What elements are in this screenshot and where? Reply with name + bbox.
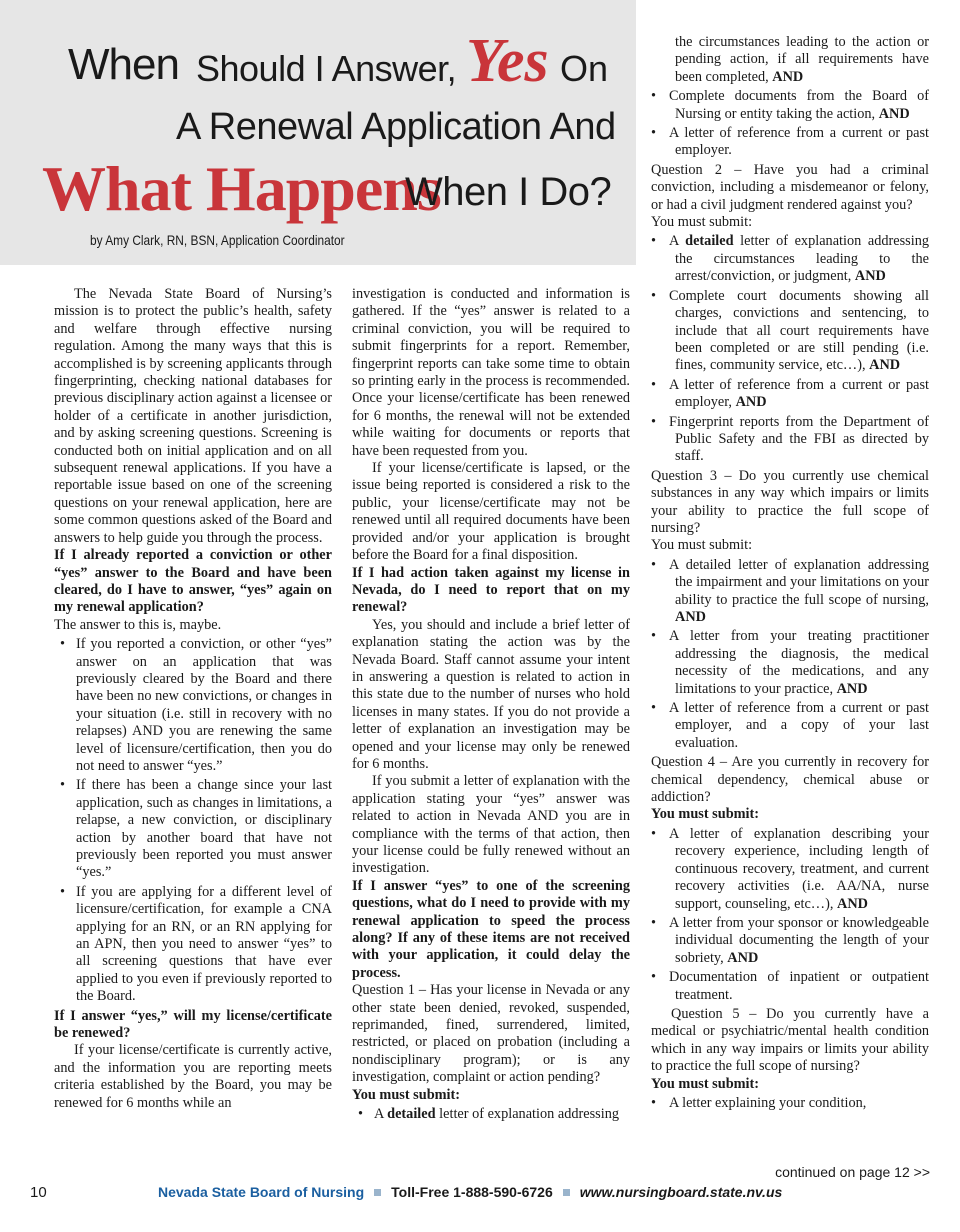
separator-square-icon: [563, 1189, 570, 1196]
list-item: • A letter explaining your condition,: [651, 1095, 929, 1112]
screening-question-3: Question 3 – Do you currently use chemical substances in any way which impairs or limits your ability to practice the full scope of nursing?: [651, 467, 929, 536]
page-number: 10: [30, 1184, 47, 1201]
bullet-list: [651, 1095, 929, 1112]
bullet-list: [651, 826, 929, 1004]
list-item: • Complete court documents showing all charges, convictions and sentencing, to include that all court requirements have been completed or are still pending (i.e. fines, community service, etc…), AND: [651, 288, 929, 375]
faq-question: If I already reported a conviction or other “yes” answer to the Board and have been cleared, do I have to answer, “yes” again on my renewal application?: [54, 547, 332, 616]
must-submit-heading: You must submit:: [352, 1086, 461, 1103]
screening-question-4: Question 4 – Are you currently in recovery for chemical dependency, chemical abuse or addiction?: [651, 754, 929, 806]
must-submit-heading: You must submit:: [651, 537, 753, 554]
byline: by Amy Clark, RN, BSN, Application Coordinator: [90, 232, 345, 248]
title-when: When: [68, 40, 179, 89]
list-item: • A letter of reference from a current or past employer.: [651, 125, 929, 160]
bullet-list: [651, 557, 929, 752]
question-text: Has your license in Nevada or any other state been denied, revoked, suspended, reprimanded, fined, surrendered, limited, restricted, or placed on probation (including a nondisciplinary program); or is any investigation, complaint or action pending?: [352, 982, 630, 1086]
screening-question-1: Question 1 – Has your license in Nevada or any other state been denied, revoked, suspended, reprimanded, fined, surrendered, limited, restricted, or placed on probation (including a nondisciplinary program); or is any investigation, complaint or action pending?: [352, 982, 630, 1086]
title-should-i-answer: Should I Answer,: [196, 48, 457, 89]
faq-answer: If your license/certificate is currently active, and the information you are reporting meets criteria established by the Board, you may be renewed for 6 months while an: [54, 1042, 332, 1111]
faq-question: If I answer “yes,” will my license/certificate be renewed?: [54, 1007, 332, 1042]
paragraph: If you submit a letter of explanation with the application stating your “yes” answer was related to action in Nevada AND you are in compliance with the terms of that action, then your license could be fully renewed without an investigation.: [352, 773, 630, 877]
footer-phone: Toll-Free 1-888-590-6726: [391, 1184, 553, 1200]
list-item: • Complete documents from the Board of Nursing or entity taking the action, AND: [651, 88, 929, 123]
question-label: Question 1: [352, 982, 415, 999]
screening-question-2: Question 2 – Have you had a criminal conviction, including a misdemeanor or felony, or had a civil judgment rendered against you?: [651, 161, 929, 213]
list-item: • If there has been a change since your last application, such as changes in limitations, a relapse, a new conviction, or disciplinary action by another board that have not previously been reported you must answer “yes.”: [54, 777, 332, 881]
title-on: On: [560, 48, 609, 89]
intro-paragraph: The Nevada State Board of Nursing’s mission is to protect the public’s health, safety and welfare through effective nursing regulation. Among the many ways that this is accomplished is by screening applicants through fingerprinting, checking national databases for previous disciplinary action against a licensee or holder of a certificate in another jurisdiction, and by asking screening questions. Screening is conducted both on initial application and on all subsequent renewal applications. If you have a reportable issue based on one of the screening questions on your renewal application, here are some common questions asked of the Board and answers to help guide you through the process.: [54, 286, 332, 546]
faq-answer: The answer to this is, maybe.: [54, 616, 222, 633]
article-column-1: [54, 286, 332, 1112]
paragraph: If your license/certificate is lapsed, or the issue being reported is considered a risk to the public, your license/certificate may not be renewed until all required documents have been provided and/or your application is brought before the Board for a final disposition.: [352, 460, 630, 564]
list-item: • A letter from your sponsor or knowledgeable individual documenting the length of your sobriety, AND: [651, 915, 929, 967]
title-what-happens: What Happens: [42, 153, 441, 224]
article-column-3: [651, 34, 929, 1114]
list-item: • If you reported a conviction, or other “yes” answer on an application that was previously cleared by the Board and there have been no new convictions, or changes in your situation (i.e. still in recovery with no relapses) AND you are renewing the same level of licensure/certification, then you do not need to answer “yes.”: [54, 636, 332, 775]
must-submit-heading: You must submit:: [651, 1075, 760, 1092]
list-item: • Documentation of inpatient or outpatient treatment.: [651, 969, 929, 1004]
bullet-list: [651, 88, 929, 160]
footer-website-link[interactable]: www.nursingboard.state.nv.us: [579, 1184, 783, 1200]
continued-link[interactable]: continued on page 12 >>: [775, 1164, 930, 1180]
separator-square-icon: [374, 1189, 381, 1196]
list-item: • A detailed letter of explanation addressing the impairment and your limitations on your ability to practice the full scope of nursing, AND: [651, 557, 929, 627]
title-when-i-do: When I Do?: [405, 170, 612, 214]
list-item: • Fingerprint reports from the Department of Public Safety and the FBI as directed by staff.: [651, 414, 929, 466]
list-item: • A detailed letter of explanation addressing the circumstances leading to the arrest/conviction, or judgment, AND: [651, 233, 929, 285]
list-item: • A detailed letter of explanation addressing: [352, 1106, 630, 1123]
bullet-list: [54, 636, 332, 1006]
bullet-list: [352, 1106, 630, 1123]
bullet-list: [651, 233, 929, 465]
paragraph: investigation is conducted and information is gathered. If the “yes” answer is related to a criminal conviction, you will be required to submit fingerprints for a report. Remember, fingerprint reports can take some time to obtain so printing early in the process is recommended. Once your license/certificate has been renewed for 6 months, the renewal will not be extended while waiting for documents or reports that have been requested from you.: [352, 286, 630, 459]
title-yes: Yes: [466, 27, 549, 95]
list-item: • A letter of reference from a current or past employer, AND: [651, 377, 929, 412]
list-item: • If you are applying for a different level of licensure/certification, for example a CNA applying for an RN, or an RN applying for an APN, then you need to answer “yes” to all screening questions that have ever applied to you even if previously reported to the Board.: [54, 884, 332, 1006]
article-column-2: [352, 286, 630, 1126]
page-footer: [0, 1184, 960, 1206]
faq-question: If I answer “yes” to one of the screening questions, what do I need to provide with my renewal application to speed the process along? If any of these items are not received with your application, it could delay the process.: [352, 877, 630, 981]
list-item: • A letter of explanation describing your recovery experience, including length of continuous recovery, treatment, and current recovery activities (i.e. AA/NA, nurse support, counseling, etc…), AND: [651, 826, 929, 913]
must-submit-heading: You must submit:: [651, 214, 753, 231]
faq-question: If I had action taken against my license in Nevada, do I need to report that on my renewal?: [352, 564, 630, 616]
title-line-2: A Renewal Application And: [176, 106, 616, 148]
list-item: • A letter of reference from a current or past employer, and a copy of your last evaluation.: [651, 700, 929, 752]
footer-org-name: Nevada State Board of Nursing: [158, 1184, 365, 1200]
must-submit-heading: You must submit:: [651, 806, 760, 823]
bullet-continuation: the circumstances leading to the action or pending action, if all requirements have been completed, AND: [675, 34, 929, 85]
screening-question-5: Question 5 – Do you currently have a medical or psychiatric/mental health condition which in any way impairs or limits your ability to practice the full scope of nursing?: [651, 1005, 930, 1075]
paragraph: Yes, you should and include a brief letter of explanation stating the action was by the Nevada Board. Staff cannot assume your intent in answering a question is related to action in this state due to the number of nurses who hold licenses in many states. If you do not provide a letter of explanation an investigation may be opened and your license may only be renewed for 6 months.: [352, 616, 630, 772]
list-item: • A letter from your treating practitioner addressing the diagnosis, the medical necessity of the medications, and any limitations to your practice, AND: [651, 628, 929, 698]
